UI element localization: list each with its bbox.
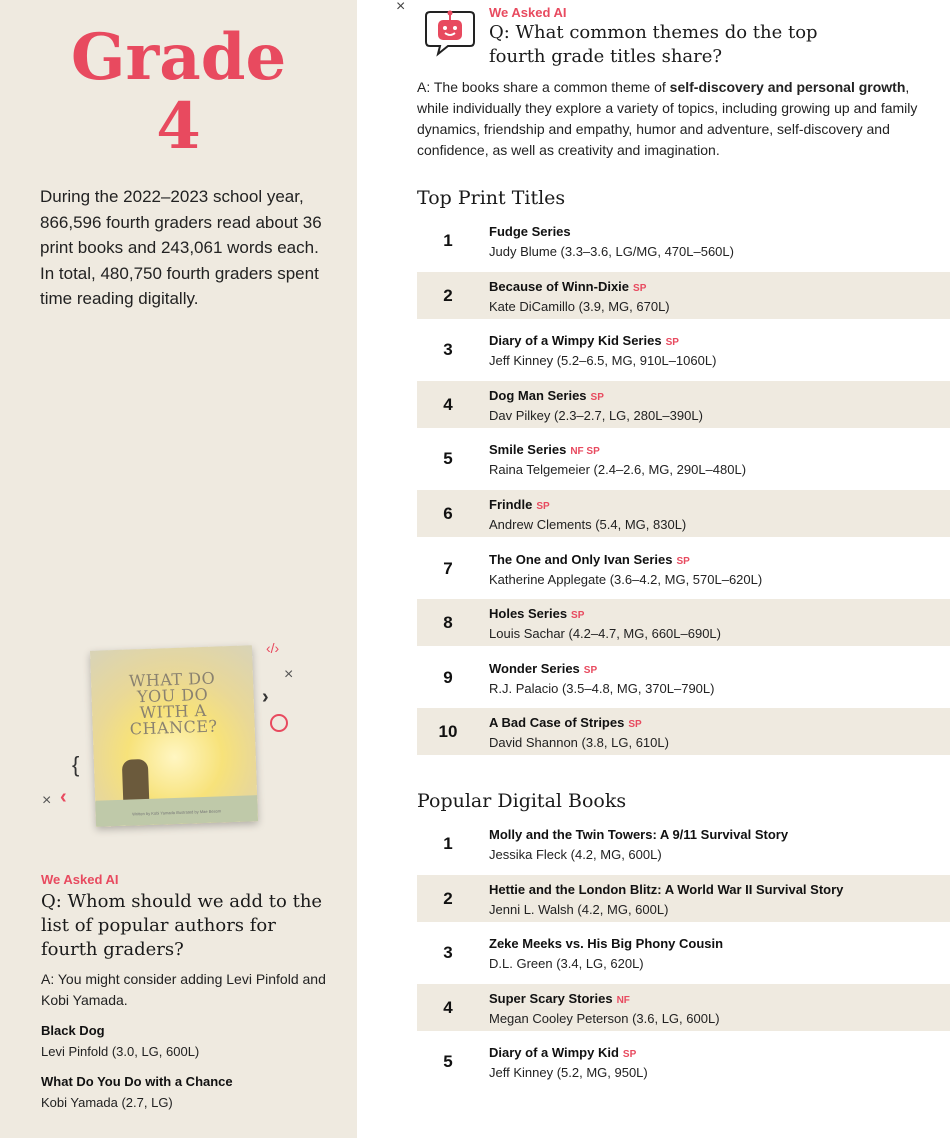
book-meta: Katherine Applegate (3.6–4.2, MG, 570L–620L) [489,571,763,587]
digital-books-heading: Popular Digital Books [417,790,627,812]
grade-title: Grade [70,20,287,95]
book-tags: SP [633,282,647,294]
book-meta: R.J. Palacio (3.5–4.8, MG, 370L–790L) [489,680,715,696]
rank-number: 1 [443,231,453,250]
book-tags: SP [676,555,690,567]
book-meta: Kate DiCamillo (3.9, MG, 670L) [489,298,670,314]
suggested-book-meta: Kobi Yamada (2.7, LG) [41,1095,173,1110]
rank-number: 3 [443,340,453,360]
list-item [417,654,950,701]
book-tags: SP [571,610,585,622]
cover-title-line: WITH A [139,700,207,723]
cover-byline: Written by Kobi Yamada Illustrated by Mae Besom [132,808,222,817]
book-title-line [489,441,600,459]
book-title-line [489,660,597,678]
book-tags: SP [536,501,550,512]
list-item [417,599,950,646]
book-tags: SP [590,391,604,403]
x-mark-icon: × [42,792,52,809]
list-item [417,875,950,922]
book-title-line [489,551,690,569]
list-item [417,820,950,867]
list-item [417,1038,950,1085]
ai-answer-rest: , while individually they explore a variety of topics, including growing up and family dynamics, friendship and empathy, humor and adventure, self-discovery and confidence, as well as creativity and imagination. [417,79,918,158]
rank-number: 7 [443,558,453,578]
book-tags: SP [665,337,679,349]
book-title: Because of Winn-Dixie [489,278,630,294]
print-titles-heading: Top Print Titles [417,187,566,209]
code-glyph-icon: ‹/› [266,640,280,656]
ai-answer-lead: A: The books share a common theme of [417,79,670,95]
rank-number: 10 [438,722,458,742]
list-item [417,217,950,264]
ai-question: Q: Whom should we add to the list of popular authors for fourth graders? [41,891,323,960]
book-meta: Dav Pilkey (2.3–2.7, LG, 280L–390L) [489,407,703,423]
rank-number: 6 [443,504,453,523]
suggested-book-title: Black Dog [41,1023,105,1038]
book-tags: SP [622,1049,637,1061]
book-title: Frindle [489,497,533,512]
book-cover-chance [90,645,258,827]
rank-number: 5 [443,449,453,469]
book-title-line [489,1044,636,1062]
rank-number: 2 [443,285,453,305]
circle-decor-icon [270,714,288,732]
rank-number: 5 [443,1052,453,1072]
book-title: Molly and the Twin Towers: A 9/11 Survival Story [489,827,789,842]
grade-number: 4 [156,89,201,164]
list-item [417,435,950,482]
book-title-line [489,278,646,296]
book-title-line [489,332,679,350]
book-title-line [489,935,723,953]
rank-number: 3 [443,943,453,963]
list-item [417,272,950,319]
rank-number: 4 [443,997,453,1017]
chevron-icon: › [262,686,269,708]
sidebar [0,0,357,1138]
book-title: Holes Series [489,606,568,622]
book-title-line [489,826,788,844]
book-title: Smile Series [489,442,567,458]
book-title: Zeke Meeks vs. His Big Phony Cousin [489,936,724,952]
book-meta: Megan Cooley Peterson (3.6, LG, 600L) [489,1010,720,1026]
book-title: Dog Man Series [489,387,587,403]
rank-number: 4 [443,394,453,414]
x-mark-icon: × [284,666,294,683]
intro-text: During the 2022–2023 school year, 866,596 fourth graders read about 36 print books and 243,061 words each. In total, 480,750 fourth graders spent time reading digitally. [40,187,322,308]
book-title: Hettie and the London Blitz: A World War II Survival Story [489,881,844,897]
book-title: Fudge Series [489,224,571,239]
book-meta: Andrew Clements (5.4, MG, 830L) [489,517,687,532]
book-meta: D.L. Green (3.4, LG, 620L) [489,956,644,972]
book-meta: Jeff Kinney (5.2, MG, 950L) [489,1065,648,1081]
ai-answer: A: You might consider adding Levi Pinfold and Kobi Yamada. [41,971,326,1008]
book-title-line [489,881,843,899]
book-title-line [489,714,642,732]
x-mark-icon: × [396,0,406,15]
book-title: Super Scary Stories [489,990,613,1006]
cover-title-line: CHANCE? [129,716,218,739]
book-title-line [489,605,584,623]
rank-number: 1 [443,834,453,853]
rank-number: 9 [443,667,453,687]
rank-number: 8 [443,613,453,633]
book-meta: David Shannon (3.8, LG, 610L) [489,735,669,751]
robot-chat-icon [422,4,478,58]
cover-title [91,669,255,739]
book-meta: Jessika Fleck (4.2, MG, 600L) [489,847,662,862]
book-meta: Judy Blume (3.3–3.6, LG/MG, 470L–560L) [489,244,734,259]
book-tags: NF SP [570,446,600,458]
ai-question: Q: What common themes do the top fourth grade titles share? [489,22,818,67]
book-tags: NF [616,994,630,1006]
book-title: Wonder Series [489,660,580,676]
ai-answer [417,77,937,161]
book-tags: SP [628,719,642,731]
book-title-line [489,990,630,1008]
rank-number: 2 [443,888,453,908]
ai-label: We Asked AI [41,872,119,887]
book-meta: Raina Telgemeier (2.4–2.6, MG, 290L–480L) [489,462,747,478]
list-item [417,984,950,1031]
list-item [417,929,950,976]
list-item [417,708,950,755]
book-title-line [489,387,604,405]
list-item [417,545,950,592]
book-title: Diary of a Wimpy Kid Series [489,333,662,349]
brace-icon: { [72,752,80,777]
ai-label: We Asked AI [489,5,567,20]
book-title: A Bad Case of Stripes [489,715,625,731]
suggested-book-meta: Levi Pinfold (3.0, LG, 600L) [41,1044,200,1059]
list-item [417,326,950,373]
bracket-icon: ‹ [60,786,67,808]
suggested-book-title: What Do You Do with a Chance [41,1074,233,1089]
book-tags: SP [583,664,598,676]
book-meta: Jeff Kinney (5.2–6.5, MG, 910L–1060L) [489,353,717,369]
ai-answer-highlight: self-discovery and personal growth [669,79,906,95]
book-meta: Jenni L. Walsh (4.2, MG, 600L) [489,901,669,917]
book-title: Diary of a Wimpy Kid [489,1045,619,1061]
book-meta: Louis Sachar (4.2–4.7, MG, 660L–690L) [489,626,721,642]
cover-title-line: WHAT DO [128,668,216,691]
cover-title-line: YOU DO [136,684,209,707]
book-title: The One and Only Ivan Series [489,551,673,567]
book-title-line [489,496,550,514]
list-item [417,381,950,428]
book-title-line [489,223,571,241]
list-item [417,490,950,537]
